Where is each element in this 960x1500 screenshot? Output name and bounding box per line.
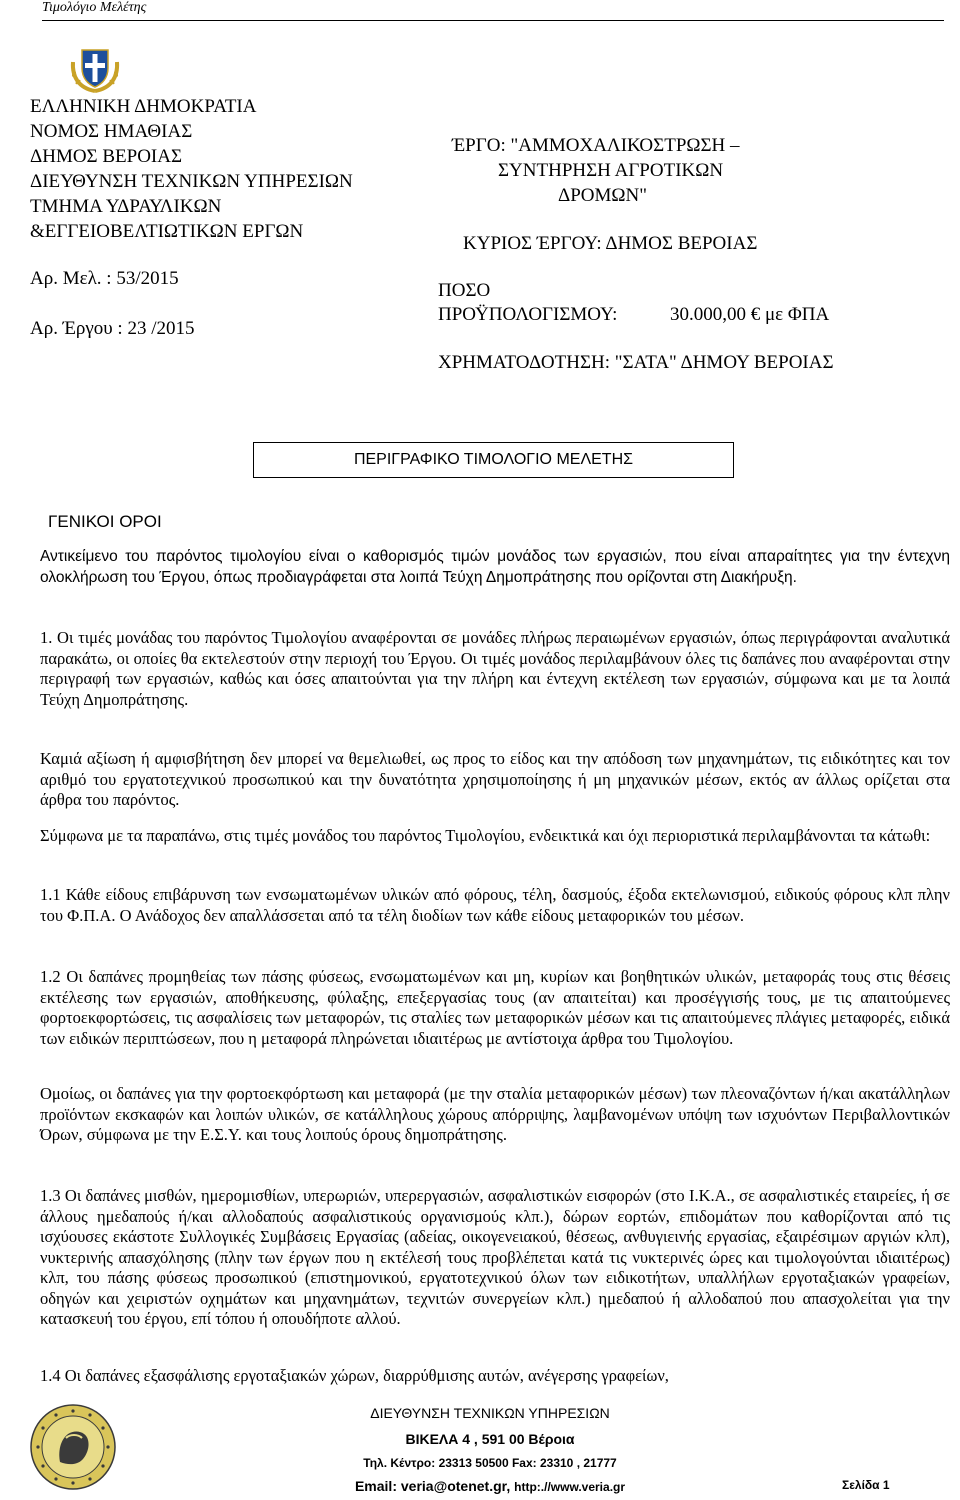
budget-label: ΠΟΣΟ	[438, 280, 491, 301]
email-label: Email:	[354, 1478, 397, 1494]
footer-phones: Τηλ. Κέντρο: 23313 50500 Fax: 23310 , 21777	[363, 1456, 617, 1470]
general-terms-heading: ΓΕΝΙΚΟΙ ΟΡΟΙ	[48, 512, 162, 531]
paragraph: Καμιά αξίωση ή αμφισβήτηση δεν μπορεί να θεμελιωθεί, ως προς το είδος και την απόδοση των μηχανημάτων, τις ειδικότητες και τον αριθμό του εργατοτεχνικού προσωπικού και την δυνατότητα χρησιμοποίησης ή μη μηχανικών μέσων, εκτός αν άλλως ορίζεται στα άρθρα του παρόντος.	[40, 749, 950, 809]
email-link[interactable]: veria@otenet.gr,	[400, 1478, 511, 1494]
footer-department: ΔΙΕΥΘΥΝΣΗ ΤΕΧΝΙΚΩΝ ΥΠΗΡΕΣΙΩΝ	[370, 1405, 610, 1421]
footer-address: ΒΙΚΕΛΑ 4 , 591 00 Βέροια	[405, 1431, 575, 1447]
paragraph: Αντικείμενο του παρόντος τιμολογίου είναι ο καθορισμός τιμών μονάδος των εργασιών, που είναι απαραίτητες για την έντεχνη ολοκλήρωση του Έργου, όπως προδιαγράφεται στα λοιπά Τεύχη Δημοπράτησης που ορίζονται στη Διακήρυξη.	[40, 548, 950, 586]
footer-contact	[300, 1478, 680, 1494]
paragraph: 1.2 Οι δαπάνες προμηθείας των πάσης φύσεως, ενσωματωμένων και μη, κυρίων και βοηθητικών υλικών, μεταφοράς τους στις θέσεις εκτέλεσης των εργασιών, αποθήκευσης, φύλαξης, επεξεργασίας τους (αν απαιτείται) και προσέγγισής τους, με τις απαιτούμενες φορτοεκφορτώσεις, τις ασφαλίσεις των μεταφορών, τις σταλίες των μεταφορικών μέσων και τις απαιτούμενες πλάγιες μεταφορές, ειδικά των ειδικών περιπτώσεων, που η μεταφορά πληρώνεται ιδιαιτέρως με αντίστοιχα άρθρα του Τιμολογίου.	[40, 967, 950, 1048]
study-number: Αρ. Μελ. : 53/2015	[30, 268, 179, 289]
document-title: ΠΕΡΙΓΡΑΦΙΚΟ ΤΙΜΟΛΟΓΙΟ ΜΕΛΕΤΗΣ	[253, 442, 734, 478]
paragraph: 1.4 Οι δαπάνες εξασφάλισης εργοταξιακών χώρων, διαρρύθμισης αυτών, ανέγερσης γραφείων,	[40, 1366, 669, 1385]
authority-line: ΔΗΜΟΣ ΒΕΡΟΙΑΣ	[30, 146, 183, 167]
paragraph: Σύμφωνα με τα παραπάνω, στις τιμές μονάδος του παρόντος Τιμολογίου, ενδεικτικά και όχι περιοριστικά περιλαμβάνονται τα κάτωθι:	[40, 826, 931, 845]
paragraph: Ομοίως, οι δαπάνες για την φορτοεκφόρτωση και μεταφορά (με την σταλία μεταφορικών μέσων) των πλεοναζόντων ή/και ακατάλληλων προϊόντων εκσκαφών και λοιπών υλικών, σε κατάλληλους χώρους απόρριψης, λαμβανομένων υπόψη των ισχυόντων Περιβαλλοντικών Όρων, σύμφωνα με την Ε.Σ.Υ. και τους λοιπούς όρους δημοπράτησης.	[40, 1084, 950, 1144]
funding: ΧΡΗΜΑΤΟΔΟΤΗΣΗ: "ΣΑΤΑ" ΔΗΜΟΥ ΒΕΡΟΙΑΣ	[438, 352, 834, 373]
project-owner: ΚΥΡΙΟΣ ΈΡΓΟΥ: ΔΗΜΟΣ ΒΕΡΟΙΑΣ	[463, 233, 758, 254]
project-title: ΣΥΝΤΗΡΗΣΗ ΑΓΡΟΤΙΚΩΝ	[498, 160, 724, 181]
project-number: Αρ. Έργου : 23 /2015	[30, 318, 195, 339]
budget-value: 30.000,00 € με ΦΠΑ	[670, 304, 830, 325]
authority-line: ΝΟΜΟΣ ΗΜΑΘΙΑΣ	[30, 121, 193, 142]
paragraph: 1. Οι τιμές μονάδας του παρόντος Τιμολογίου αναφέρονται σε μονάδες πλήρως περαιωμένων εργασιών, όπως περιγράφονται αναλυτικά παρακάτω, οι οποίες θα εκτελεστούν στην περιοχή του Έργου. Οι τιμές μονάδος περιλαμβάνουν όλες τις δαπάνες που αναφέρονται στην περιγραφή των εργασιών, καθώς και όσες απαιτούνται για την πλήρη και έντεχνη εκτέλεση των εργασιών, σύμφωνα και με τα λοιπά Τεύχη Δημοπράτησης.	[40, 628, 950, 709]
website-link[interactable]: http:.//www.veria.gr	[514, 1480, 626, 1494]
project-title: ΈΡΓΟ: "ΑΜΜΟΧΑΛΙΚΟΣΤΡΩΣΗ –	[452, 135, 740, 156]
header-rule	[42, 20, 944, 21]
authority-line: ΔΙΕΥΘΥΝΣΗ ΤΕΧΝΙΚΩΝ ΥΠΗΡΕΣΙΩΝ	[30, 171, 353, 192]
page-number: Σελίδα 1	[842, 1478, 890, 1492]
project-title: ΔΡΟΜΩΝ"	[558, 185, 647, 206]
budget-label: ΠΡΟΫΠΟΛΟΓΙΣΜΟΥ:	[438, 304, 618, 325]
running-header: Τιμολόγιο Μελέτης	[42, 0, 147, 15]
municipality-medallion-icon	[30, 1404, 116, 1490]
coat-of-arms-icon	[68, 44, 122, 94]
paragraph: 1.3 Οι δαπάνες μισθών, ημερομισθίων, υπερωριών, υπερεργασιών, ασφαλιστικών εισφορών (στο Ι.Κ.Α., σε ασφαλιστικές εταιρείες, ή σε άλλους ημεδαπούς ή/και αλλοδαπούς ασφαλιστικούς οργανισμούς κλπ.), δώρων εορτών, επιδομάτων που καθορίζονται από τις ισχύουσες εκάστοτε Συλλογικές Συμβάσεις Εργασίας (αδείας, οικογενειακού, θέσεως, ανθυγιεινής εργασίας, εξαιρέσιμων αργιών κλπ), νυκτερινής απασχόλησης (πλην των έργων που η εκτέλεσή τους προβλέπεται κατά τις νυκτερινές ώρες και τιμολογούνται ιδιαιτέρως) κλπ, του πάσης φύσεως προσωπικού (επιστημονικού, εργατοτεχνικού όλων των ειδικοτήτων, υπαλλήλων εργοταξιακών γραφείων, οδηγών και χειριστών οχημάτων και μηχανημάτων, τεχνιτών συνεργείων κλπ.) ημεδαπού ή αλλοδαπού που απασχολείται για την κατασκευή του έργου, επί τόπου ή οπουδήποτε αλλού.	[40, 1186, 950, 1328]
authority-line: ΤΜΗΜΑ ΥΔΡΑΥΛΙΚΩΝ	[30, 196, 222, 217]
authority-line: &ΕΓΓΕΙΟΒΕΛΤΙΩΤΙΚΩΝ ΕΡΓΩΝ	[30, 221, 304, 242]
authority-line: ΕΛΛΗΝΙΚΗ ΔΗΜΟΚΡΑΤΙΑ	[30, 96, 257, 117]
paragraph: 1.1 Κάθε είδους επιβάρυνση των ενσωματωμένων υλικών από φόρους, τέλη, δασμούς, έξοδα εκτελωνισμού, ειδικούς φόρους κλπ πλην του Φ.Π.Α. Ο Ανάδοχος δεν απαλλάσσεται από τα τέλη διοδίων των κάθε είδους μεταφορικών του μέσων.	[40, 885, 950, 925]
